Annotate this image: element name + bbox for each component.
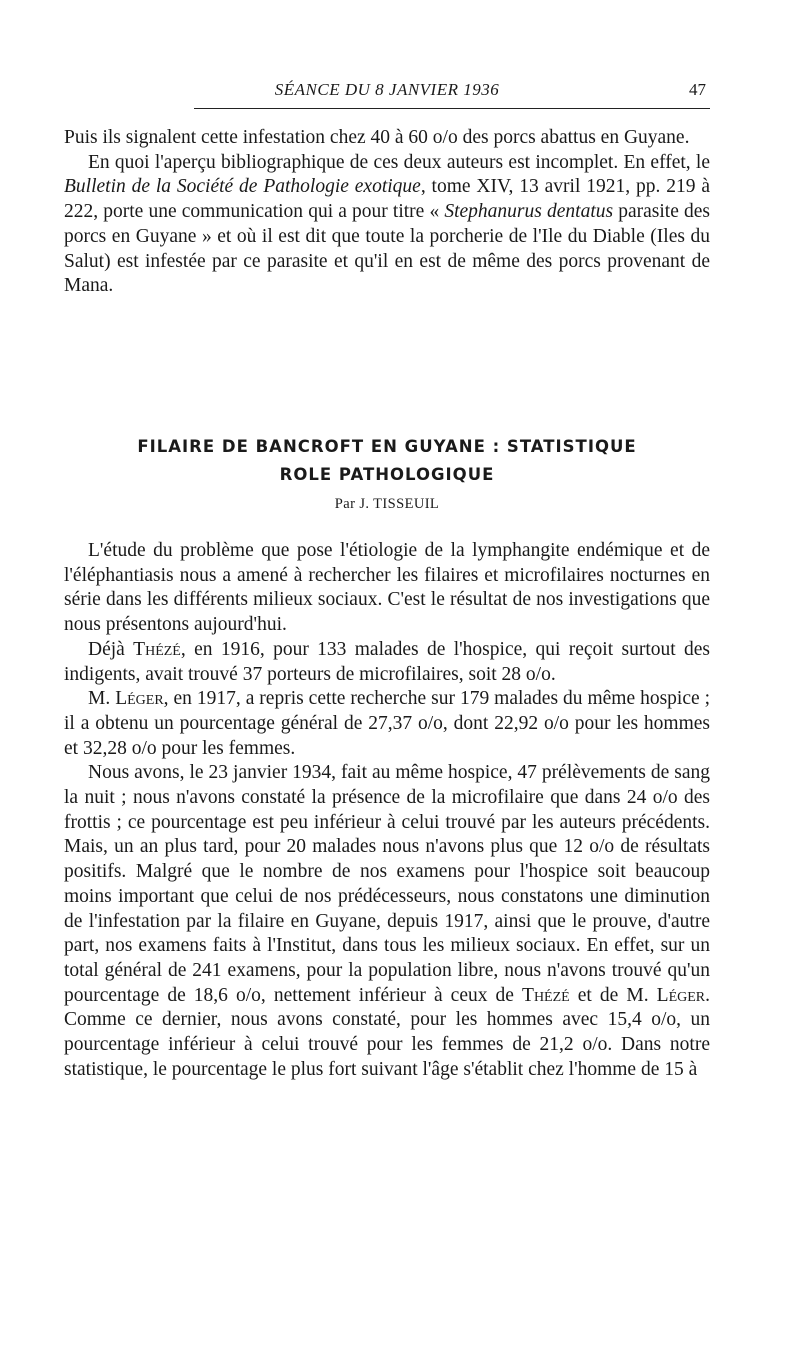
header-rule <box>194 108 710 109</box>
previous-article-continuation <box>64 126 710 299</box>
article-body <box>64 539 710 1082</box>
article-title <box>64 433 710 489</box>
paragraph: Déjà Thézé, en 1916, pour 133 malades de l'hospice, qui reçoit surtout des indigents, avait trouvé 37 porteurs de microfilaires, soit 28 o/o. <box>64 638 710 685</box>
running-title: SÉANCE DU 8 JANVIER 1936 <box>274 80 500 99</box>
paragraph: M. Léger, en 1917, a repris cette recherche sur 179 malades du même hospice ; il a obtenu un pourcentage général de 27,37 o/o, dont 22,92 o/o pour les hommes et 32,28 o/o pour les femmes. <box>64 688 711 759</box>
article-title-line: FILAIRE DE BANCROFT EN GUYANE : STATISTIQUE <box>137 437 637 456</box>
running-header <box>64 80 710 110</box>
author-name: Léger <box>115 688 164 710</box>
author-name: Thézé <box>133 638 181 660</box>
author-name: Thézé <box>522 984 570 1006</box>
journal-title: Bulletin de la Société de Pathologie exotique <box>64 176 421 198</box>
paragraph: Puis ils signalent cette infestation chez 40 à 60 o/o des porcs abattus en Guyane. <box>64 127 690 148</box>
paragraph: L'étude du problème que pose l'étiologie de la lymphangite endémique et de l'éléphantiasis nous a amené à rechercher les filaires et microfilaires nocturnes en série dans les différents milieux sociaux. C'est le résultat de nos investigations que nous présentons aujourd'hui. <box>64 540 710 636</box>
paragraph: En quoi l'aperçu bibliographique de ces deux auteurs est incomplet. En effet, le Bulletin de la Société de Pathologie exotique, tome XIV, 13 avril 1921, pp. 219 à 222, porte une communication qui a pour titre « Stephanurus dentatus parasite des porcs en Guyane » et où il est dit que toute la porcherie de l'Ile du Diable (Iles du Salut) est infestée par ce parasite et qu'il en est de même des porcs provenant de Mana. <box>64 151 710 297</box>
paragraph: Nous avons, le 23 janvier 1934, fait au même hospice, 47 prélèvements de sang la nuit ; nous n'avons constaté la présence de la microfilaire que dans 24 o/o des frottis ; ce pourcentage est peu inférieur à celui trouvé par les auteurs précédents. Mais, un an plus tard, pour 20 malades nous n'avons plus que 12 o/o de résultats positifs. Malgré que le nombre de nos examens pour l'hospice soit beaucoup moins important que celui de nos prédécesseurs, nous constatons une diminution de l'infestation par la filaire en Guyane, depuis 1917, ainsi que le prouve, d'autre part, nos examens faits à l'Institut, dans tous les milieux sociaux. En effet, sur un total général de 241 examens, pour la population libre, nous n'avons trouvé qu'un pourcentage de 18,6 o/o, nettement inférieur à ceux de Thézé et de M. Léger. Comme ce dernier, nous avons constaté, pour les hommes avec 15,4 o/o, un pourcentage inférieur à celui trouvé pour les femmes de 21,2 o/o. Dans notre statistique, le pourcentage le plus fort suivant l'âge s'établit chez l'homme de 15 à <box>64 762 710 1080</box>
article-byline: Par J. TISSEUIL <box>334 496 440 512</box>
author-name: Léger <box>656 984 706 1006</box>
species-name: Stephanurus dentatus <box>444 201 614 223</box>
page-number: 47 <box>689 80 706 99</box>
article-title-line: ROLE PATHOLOGIQUE <box>279 465 495 484</box>
